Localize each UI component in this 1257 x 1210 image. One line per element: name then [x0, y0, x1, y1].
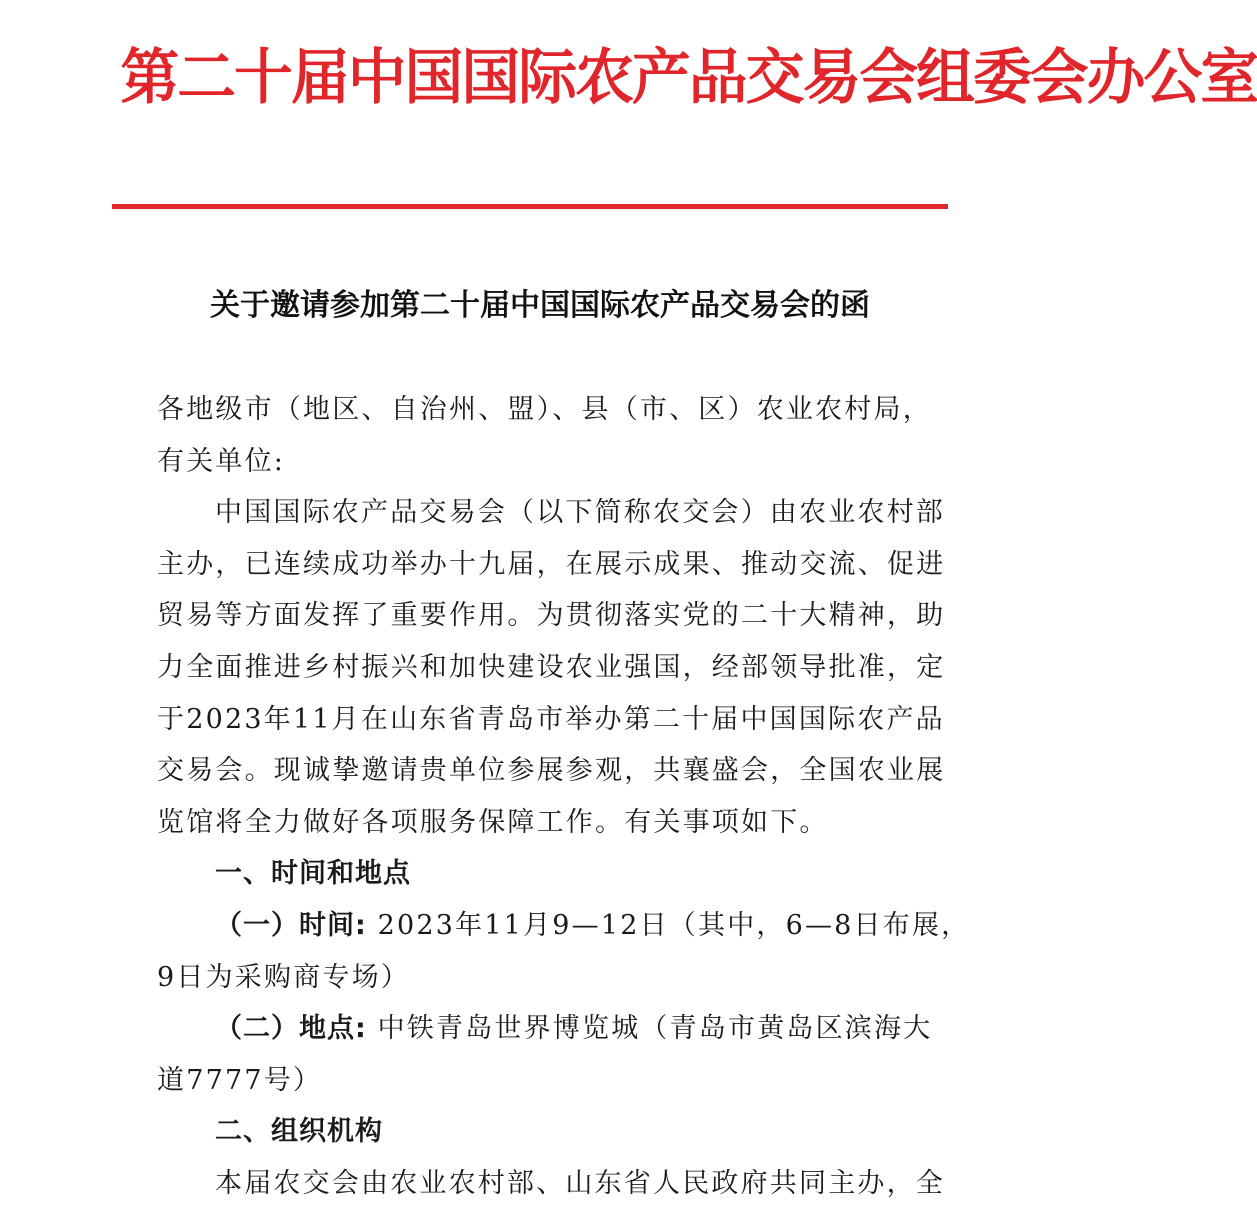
document-body: [157, 384, 971, 1210]
letterhead-org-name: 第二十届中国国际农产品交易会组委会办公室: [120, 43, 1257, 113]
section-2-heading: 二、组织机构: [215, 1116, 383, 1148]
place-text: 中铁青岛世界博览城（青岛市黄岛区滨海大: [366, 1013, 933, 1045]
intro-line-7: 览馆将全力做好各项服务保障工作。有关事项如下。: [157, 806, 829, 838]
section-1-heading: 一、时间和地点: [215, 858, 411, 890]
salutation-line-1: 各地级市（地区、自治州、盟）、县（市、区）农业农村局，: [157, 394, 932, 425]
place-line-cont: 道7777号）: [157, 1064, 323, 1096]
intro-line-1: 中国国际农产品交易会（以下简称农交会）由农业农村部: [215, 497, 945, 529]
salutation-line-2: 有关单位:: [157, 445, 286, 477]
time-label: （一）时间:: [215, 909, 367, 941]
time-text: 2023年11月9—12日（其中，6—8日布展，: [366, 909, 971, 941]
section-2-text: 本届农交会由农业农村部、山东省人民政府共同主办，全: [215, 1167, 945, 1199]
place-label: （二）地点:: [215, 1013, 367, 1045]
place-line: [157, 1003, 937, 1055]
time-line-cont: 9日为采购商专场）: [157, 961, 410, 993]
letterhead-red-rule: [112, 204, 948, 209]
intro-line-4: 力全面推进乡村振兴和加快建设农业强国，经部领导批准，定: [157, 651, 946, 683]
time-line: [157, 900, 971, 952]
document-title: 关于邀请参加第二十届中国国际农产品交易会的函: [210, 288, 870, 323]
intro-line-6: 交易会。现诚挚邀请贵单位参展参观，共襄盛会，全国农业展: [157, 755, 946, 787]
intro-line-5: 于2023年11月在山东省青岛市举办第二十届中国国际农产品: [157, 703, 945, 735]
intro-line-3: 贸易等方面发挥了重要作用。为贯彻落实党的二十大精神，助: [157, 600, 946, 632]
intro-line-2: 主办，已连续成功举办十九届，在展示成果、推动交流、促进: [157, 548, 946, 580]
